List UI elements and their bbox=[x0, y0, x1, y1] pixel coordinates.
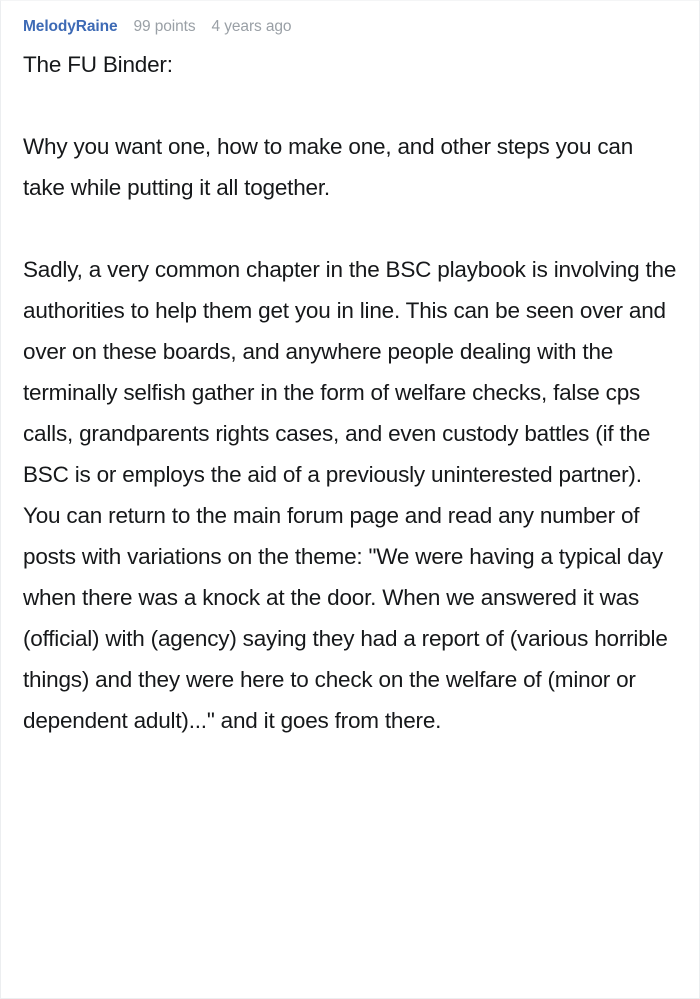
comment-inner bbox=[1, 1, 699, 741]
comment-score: 99 points bbox=[133, 18, 196, 35]
comment-title: The FU Binder: bbox=[23, 51, 173, 77]
comment-paragraph-2: Sadly, a very common chapter in the BSC playbook is involving the authorities to help them get you in line. This can be seen over and over on these boards, and anywhere people dealing with the terminally selfish gather in the form of welfare checks, false cps calls, grandparents rights cases, and even custody battles (if the BSC is or employs the aid of a previously uninterested partner). You can return to the main forum page and read any number of posts with variations on the theme: "We were having a typical day when there was a knock at the door. When we answered it was (official) with (agency) saying they had a report of (various horrible things) and they were here to check on the welfare of (minor or dependent adult)..." and it goes from there. bbox=[23, 256, 677, 733]
comment-timestamp: 4 years ago bbox=[211, 18, 292, 35]
comment-meta-row bbox=[23, 19, 677, 35]
comment-author-link[interactable]: MelodyRaine bbox=[23, 18, 118, 35]
comment-body bbox=[23, 44, 677, 741]
comment-paragraph-1: Why you want one, how to make one, and other steps you can take while putting it all together. bbox=[23, 133, 634, 200]
